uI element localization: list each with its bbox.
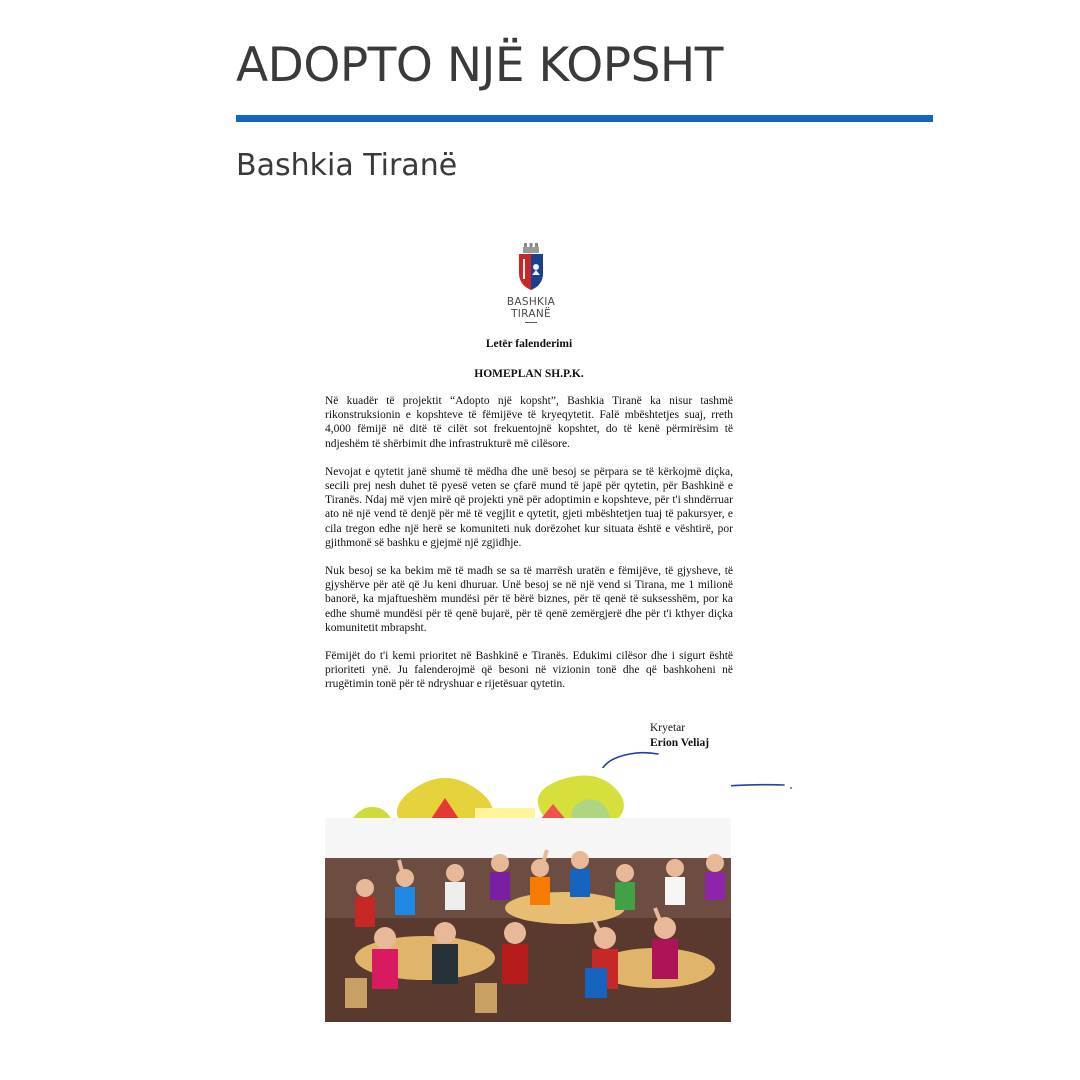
page-title: ADOPTO NJË KOPSHT: [236, 38, 723, 93]
org-name-line1: BASHKIA: [506, 296, 556, 308]
page-subtitle: Bashkia Tiranë: [236, 148, 458, 183]
signer-name: Erion Veliaj: [650, 737, 710, 749]
title-divider: [236, 115, 933, 122]
letter-body: [325, 394, 733, 706]
letter-paragraph: Në kuadër të projektit “Adopto një kopsht”, Bashkia Tiranë ka nisur tashmë rikonstruksionin e kopshteve të fëmijëve të kryeqytetit. Falë mbështetjes suaj, rreth 4,000 fëmijë në ditë të cilët sot frekuentojnë kopshtet, do të kenë përmirësim të ndjeshëm të shërbimit dhe infrastrukturë më cilësore.: [325, 395, 733, 450]
letter-heading: Letër falenderimi: [485, 338, 573, 350]
org-name: [480, 296, 582, 320]
letter-paragraph: Nevojat e qytetit janë shumë të mëdha dhe unë besoj se përpara se të kërkojmë diçka, secili prej nesh duhet të pyesë veten se çfarë mund të japë për qytetin, për Bashkinë e Tiranës. Ndaj më vjen mirë që projekti ynë për adoptimin e kopshteve, për t'i shndërruar ato në një vend të denjë për më të vegjlit e qytetit, gjeti mbështetjen tuaj të pakursyer, e cila tregon edhe një herë se komuniteti nuk dorëzohet kur situata është e vështirë, por gjithmonë së bashku e gjejmë një zgjidhje.: [325, 465, 733, 549]
org-name-line2: TIRANË: [511, 308, 551, 320]
logo-underline: [525, 322, 537, 323]
classroom-photo: [325, 768, 731, 1022]
letter-paragraph: Fëmijët do t'i kemi prioritet në Bashkinë e Tiranës. Edukimi cilësor dhe i sigurt është prioriteti ynë. Ju falenderojmë që besoni në vizionin tonë dhe që bashkoheni në rrugëtimin tonë për të ndryshuar e rijetësuar qytetin.: [325, 650, 733, 691]
letter-paragraph: Nuk besoj se ka bekim më të madh se sa të marrësh uratën e fëmijëve, të gjysheve, të gjyshërve për atë që Ju keni dhuruar. Unë besoj se në një vend si Tirana, me 1 milionë banorë, ka mjaftueshëm mundësi për të bërë biznes, për të qenë të suksesshëm, por ka edhe shumë mundësi për të qenë bujarë, për të qenë zemërgjerë dhe për t'i kthyer diçka komunitetit mbrapsht.: [325, 565, 733, 634]
tirana-coat-of-arms-icon: [516, 243, 546, 293]
letter-recipient: HOMEPLAN SH.P.K.: [474, 368, 584, 380]
signer-title: Kryetar: [650, 722, 686, 734]
classroom-children-photo-icon: [325, 768, 731, 1022]
